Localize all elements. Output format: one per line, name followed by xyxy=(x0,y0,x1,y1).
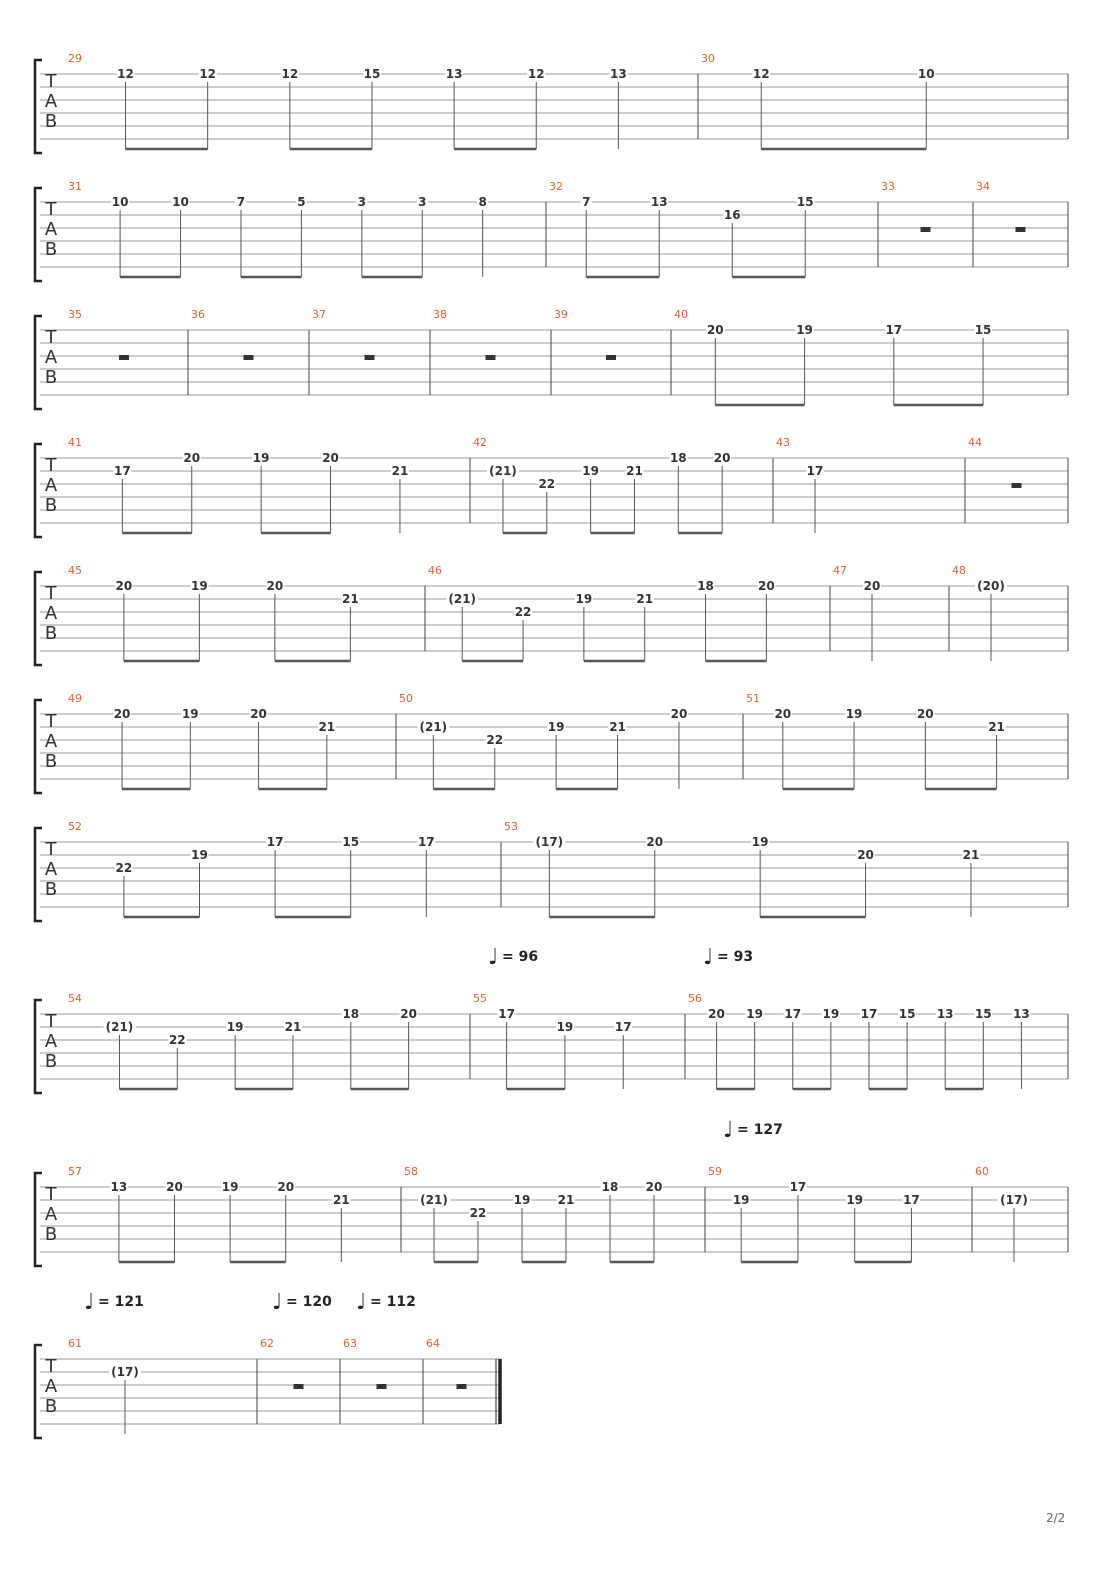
fret-number: 19 xyxy=(796,323,813,337)
fret-number: 15 xyxy=(974,323,992,337)
fret-number: 21 xyxy=(636,592,654,606)
fret-number: 20 xyxy=(277,1180,295,1194)
fret-number: 17 xyxy=(784,1007,802,1021)
measure-number: 53 xyxy=(504,820,518,833)
tempo-marking: = 112 xyxy=(370,1294,416,1310)
fret-number: 17 xyxy=(113,464,131,478)
fret-number: 19 xyxy=(732,1193,750,1207)
fret-number: 19 xyxy=(221,1180,239,1194)
tab-clef-letter: A xyxy=(44,859,58,880)
fret-number: 20 xyxy=(266,579,284,593)
tab-clef-letter: B xyxy=(44,1224,58,1245)
fret-number: 20 xyxy=(646,835,664,849)
measure-number: 39 xyxy=(554,308,568,321)
tab-clef-letter: A xyxy=(44,219,58,240)
fret-number: 17 xyxy=(614,1020,632,1034)
tab-system xyxy=(35,52,1068,153)
fret-number: 21 xyxy=(318,720,336,734)
tab-clef-letter: A xyxy=(44,731,58,752)
measure-number: 54 xyxy=(68,992,82,1005)
tab-clef-letter: T xyxy=(45,71,57,92)
fret-number: 19 xyxy=(575,592,593,606)
fret-number: 21 xyxy=(557,1193,575,1207)
measure-number: 58 xyxy=(404,1165,418,1178)
fret-number: 21 xyxy=(342,592,359,606)
measure-number: 45 xyxy=(68,564,82,577)
tab-clef-letter: T xyxy=(45,327,57,348)
fret-number: 21 xyxy=(609,720,626,734)
fret-number: 21 xyxy=(332,1193,350,1207)
measure-number: 41 xyxy=(68,436,82,449)
fret-number: (21) xyxy=(419,720,448,734)
fret-number: 17 xyxy=(903,1193,920,1207)
measure-number: 30 xyxy=(701,52,715,65)
tab-clef-letter: B xyxy=(44,623,58,644)
measure xyxy=(312,308,375,360)
tempo-note-icon: ♩ xyxy=(356,1290,367,1315)
fret-number: 19 xyxy=(252,451,270,465)
measure-number: 59 xyxy=(708,1165,722,1178)
whole-rest xyxy=(606,355,616,360)
measure-number: 55 xyxy=(473,992,487,1005)
fret-number: 20 xyxy=(670,707,688,721)
measure-number: 37 xyxy=(312,308,326,321)
fret-number: 20 xyxy=(115,579,133,593)
tab-system xyxy=(35,945,1068,1093)
fret-number: 19 xyxy=(181,707,199,721)
fret-number: 19 xyxy=(846,1193,864,1207)
fret-number: 12 xyxy=(527,67,545,81)
measure-number: 46 xyxy=(428,564,442,577)
fret-number: 13 xyxy=(110,1180,128,1194)
fret-number: 17 xyxy=(417,835,435,849)
tab-clef-letter: A xyxy=(44,347,58,368)
whole-rest xyxy=(119,355,129,360)
measure-number: 47 xyxy=(833,564,847,577)
fret-number: 17 xyxy=(806,464,824,478)
measure-number: 57 xyxy=(68,1165,82,1178)
measure-number: 63 xyxy=(343,1337,357,1350)
whole-rest xyxy=(921,227,931,232)
fret-number: 10 xyxy=(172,195,189,209)
fret-number: 20 xyxy=(250,707,267,721)
fret-number: (21) xyxy=(105,1020,134,1034)
fret-number: 19 xyxy=(191,579,208,593)
fret-number: 10 xyxy=(917,67,935,81)
fret-number: 15 xyxy=(898,1007,916,1021)
fret-number: 19 xyxy=(751,835,769,849)
tab-system xyxy=(35,436,1068,537)
measure-number: 43 xyxy=(776,436,790,449)
measure-number: 51 xyxy=(746,692,760,705)
tempo-note-icon: ♩ xyxy=(272,1290,283,1315)
tab-clef-letter: A xyxy=(44,1031,58,1052)
fret-number: 22 xyxy=(514,605,532,619)
tempo-note-icon: ♩ xyxy=(84,1290,95,1315)
measure xyxy=(68,308,129,360)
fret-number: 20 xyxy=(400,1007,417,1021)
fret-number: 19 xyxy=(822,1007,840,1021)
measure xyxy=(881,180,931,232)
tempo-note-icon: ♩ xyxy=(488,945,499,970)
fret-number: 22 xyxy=(168,1033,186,1047)
tab-system xyxy=(35,180,1068,281)
measure-number: 60 xyxy=(975,1165,989,1178)
fret-number: 19 xyxy=(513,1193,531,1207)
tab-clef-letter: B xyxy=(44,1051,58,1072)
measure xyxy=(554,308,616,360)
measure xyxy=(433,308,496,360)
tab-clef-letter: B xyxy=(44,495,58,516)
measure-number: 52 xyxy=(68,820,82,833)
tempo-marking: = 93 xyxy=(717,949,754,965)
tab-clef-letter: A xyxy=(44,91,58,112)
fret-number: 17 xyxy=(498,1007,515,1021)
fret-number: 20 xyxy=(322,451,339,465)
fret-number: 20 xyxy=(916,707,934,721)
measure-number: 48 xyxy=(952,564,966,577)
fret-number: 18 xyxy=(697,579,714,593)
measure-number: 31 xyxy=(68,180,82,193)
tab-clef-letter: T xyxy=(45,1356,57,1377)
tab-system xyxy=(35,308,1068,409)
measure xyxy=(260,1337,304,1389)
fret-number: 3 xyxy=(357,195,367,209)
fret-number: 21 xyxy=(988,720,1005,734)
tab-clef-letter: T xyxy=(45,1011,57,1032)
fret-number: (17) xyxy=(111,1365,139,1379)
measure xyxy=(968,436,1022,488)
fret-number: 17 xyxy=(789,1180,807,1194)
fret-number: 21 xyxy=(626,464,643,478)
tab-system xyxy=(35,820,1068,921)
fret-number: 15 xyxy=(974,1007,992,1021)
tab-system xyxy=(35,1290,500,1438)
tab-clef-letter: B xyxy=(44,1396,58,1417)
fret-number: 19 xyxy=(746,1007,763,1021)
measure-number: 56 xyxy=(688,992,702,1005)
fret-number: 22 xyxy=(115,861,133,875)
fret-number: 22 xyxy=(469,1206,487,1220)
measure-number: 40 xyxy=(674,308,688,321)
fret-number: (20) xyxy=(977,579,1005,593)
fret-number: 3 xyxy=(418,195,427,209)
tab-system xyxy=(35,692,1068,793)
tab-clef-letter: A xyxy=(44,603,58,624)
measure-number: 33 xyxy=(881,180,895,193)
fret-number: 20 xyxy=(708,1007,725,1021)
measure-number: 29 xyxy=(68,52,82,65)
fret-number: 12 xyxy=(199,67,217,81)
fret-number: 13 xyxy=(650,195,668,209)
tab-clef-letter: B xyxy=(44,111,58,132)
fret-number: (17) xyxy=(1000,1193,1028,1207)
tempo-marking: = 96 xyxy=(502,949,539,965)
tempo-note-icon: ♩ xyxy=(723,1118,734,1143)
fret-number: 19 xyxy=(191,848,208,862)
fret-number: 17 xyxy=(885,323,903,337)
fret-number: 13 xyxy=(936,1007,954,1021)
fret-number: 19 xyxy=(556,1020,574,1034)
fret-number: 7 xyxy=(582,195,591,209)
fret-number: 13 xyxy=(1013,1007,1030,1021)
fret-number: 20 xyxy=(113,707,131,721)
fret-number: (21) xyxy=(448,592,477,606)
fret-number: (21) xyxy=(420,1193,448,1207)
fret-number: 13 xyxy=(610,67,627,81)
tab-clef-letter: T xyxy=(45,583,57,604)
fret-number: 20 xyxy=(645,1180,663,1194)
whole-rest xyxy=(457,1384,467,1389)
fret-number: 8 xyxy=(478,195,487,209)
tab-clef-letter: A xyxy=(44,1376,58,1397)
tab-clef-letter: T xyxy=(45,199,57,220)
measure-number: 44 xyxy=(968,436,982,449)
fret-number: 19 xyxy=(226,1020,244,1034)
whole-rest xyxy=(294,1384,304,1389)
fret-number: 20 xyxy=(713,451,731,465)
fret-number: 17 xyxy=(860,1007,878,1021)
fret-number: 19 xyxy=(582,464,599,478)
whole-rest xyxy=(244,355,254,360)
fret-number: 20 xyxy=(166,1180,183,1194)
tab-system xyxy=(35,1118,1068,1266)
tab-system xyxy=(35,564,1068,665)
tab-clef-letter: A xyxy=(44,1204,58,1225)
measure xyxy=(426,1337,467,1389)
tab-clef-letter: T xyxy=(45,839,57,860)
fret-number: 17 xyxy=(266,835,284,849)
tempo-marking: = 121 xyxy=(98,1294,144,1310)
fret-number: 15 xyxy=(363,67,381,81)
measure-number: 62 xyxy=(260,1337,274,1350)
measure-number: 50 xyxy=(399,692,413,705)
page-number: 2/2 xyxy=(1046,1511,1066,1525)
fret-number: 22 xyxy=(538,477,556,491)
fret-number: 7 xyxy=(236,195,246,209)
fret-number: (21) xyxy=(489,464,517,478)
tab-clef-letter: T xyxy=(45,455,57,476)
fret-number: 22 xyxy=(486,733,504,747)
measure-number: 38 xyxy=(433,308,447,321)
fret-number: 5 xyxy=(297,195,306,209)
measure-number: 61 xyxy=(68,1337,82,1350)
tab-clef-letter: A xyxy=(44,475,58,496)
measure-number: 49 xyxy=(68,692,82,705)
tab-clef-letter: T xyxy=(45,1184,57,1205)
tempo-marking: = 120 xyxy=(286,1294,332,1310)
fret-number: 20 xyxy=(706,323,724,337)
fret-number: 13 xyxy=(445,67,463,81)
whole-rest xyxy=(1012,483,1022,488)
whole-rest xyxy=(486,355,496,360)
fret-number: 18 xyxy=(669,451,687,465)
measure-number: 42 xyxy=(473,436,487,449)
measure-number: 64 xyxy=(426,1337,440,1350)
measure xyxy=(343,1337,387,1389)
fret-number: 12 xyxy=(752,67,770,81)
tempo-marking: = 127 xyxy=(737,1122,783,1138)
whole-rest xyxy=(365,355,375,360)
whole-rest xyxy=(1016,227,1026,232)
tab-clef-letter: B xyxy=(44,879,58,900)
fret-number: 19 xyxy=(845,707,863,721)
measure-number: 35 xyxy=(68,308,82,321)
fret-number: 21 xyxy=(962,848,980,862)
fret-number: 18 xyxy=(342,1007,360,1021)
fret-number: 20 xyxy=(758,579,775,593)
tab-clef-letter: B xyxy=(44,367,58,388)
fret-number: 15 xyxy=(342,835,360,849)
fret-number: 20 xyxy=(183,451,201,465)
measure xyxy=(976,180,1026,232)
whole-rest xyxy=(377,1384,387,1389)
fret-number: 20 xyxy=(863,579,881,593)
fret-number: 20 xyxy=(774,707,792,721)
fret-number: (17) xyxy=(535,835,564,849)
fret-number: 16 xyxy=(723,208,741,222)
tempo-note-icon: ♩ xyxy=(703,945,714,970)
fret-number: 12 xyxy=(117,67,134,81)
tab-clef-letter: B xyxy=(44,751,58,772)
fret-number: 18 xyxy=(601,1180,619,1194)
tab-clef-letter: B xyxy=(44,239,58,260)
fret-number: 12 xyxy=(281,67,299,81)
fret-number: 10 xyxy=(111,195,129,209)
tab-clef-letter: T xyxy=(45,711,57,732)
measure-number: 36 xyxy=(191,308,205,321)
measure-number: 34 xyxy=(976,180,990,193)
fret-number: 21 xyxy=(284,1020,302,1034)
fret-number: 21 xyxy=(391,464,409,478)
fret-number: 15 xyxy=(796,195,814,209)
measure xyxy=(191,308,254,360)
measure-number: 32 xyxy=(549,180,563,193)
fret-number: 19 xyxy=(547,720,565,734)
fret-number: 20 xyxy=(857,848,874,862)
